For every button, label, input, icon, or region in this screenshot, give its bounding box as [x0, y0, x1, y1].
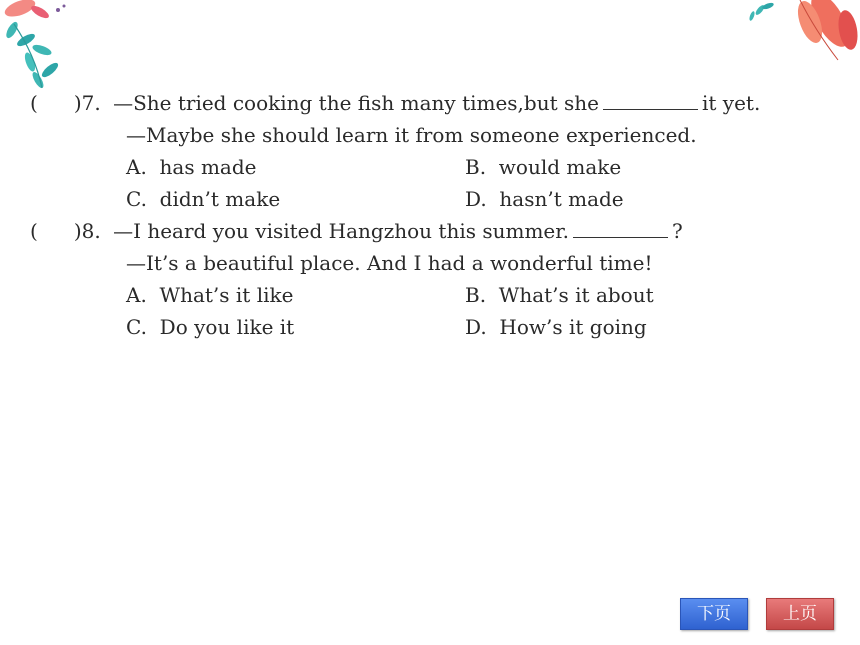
question-number: 7.	[81, 91, 101, 115]
option-a: A. has made	[126, 155, 257, 179]
reply-text: —It’s a beautiful place. And I had a wonderful time!	[126, 251, 653, 275]
answer-paren-open: (	[30, 91, 38, 115]
floral-decoration-top-left-icon	[0, 0, 90, 95]
option-d: D. hasn’t made	[465, 187, 624, 211]
option-c: C. Do you like it	[126, 315, 295, 339]
next-page-button[interactable]: 下页	[680, 598, 748, 630]
question-stem	[30, 91, 760, 115]
answer-paren-close: )	[73, 219, 82, 243]
answer-paren-close: )	[73, 91, 82, 115]
question-number: 8.	[81, 219, 101, 243]
fill-blank	[603, 91, 698, 110]
stem-text-after: ?	[671, 219, 683, 243]
floral-decoration-top-right-icon	[730, 0, 860, 70]
answer-paren-open: (	[30, 219, 38, 243]
option-d: D. How’s it going	[465, 315, 647, 339]
previous-page-button[interactable]: 上页	[766, 598, 834, 630]
stem-text: —She tried cooking the fish many times,but she	[113, 91, 599, 115]
option-b: B. would make	[465, 155, 622, 179]
fill-blank	[573, 219, 668, 238]
option-a: A. What’s it like	[126, 283, 294, 307]
question-stem	[30, 219, 683, 243]
option-c: C. didn’t make	[126, 187, 281, 211]
stem-text-after: it yet.	[701, 91, 761, 115]
option-b: B. What’s it about	[465, 283, 654, 307]
reply-text: —Maybe she should learn it from someone experienced.	[126, 123, 697, 147]
stem-text: —I heard you visited Hangzhou this summer.	[113, 219, 569, 243]
